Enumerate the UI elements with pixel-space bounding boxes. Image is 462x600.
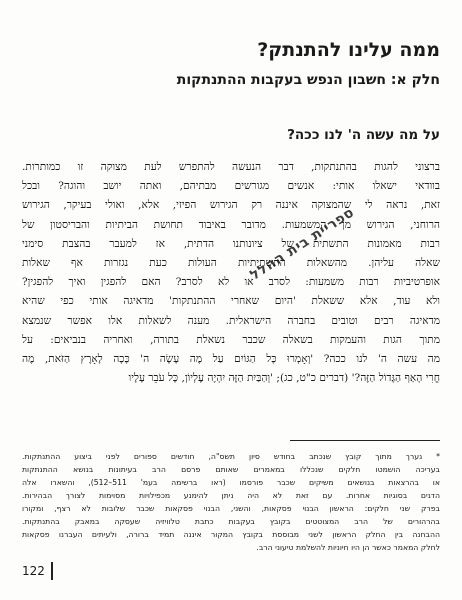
body-paragraph xyxy=(22,158,440,388)
footnote-line: הדנים בסוגיות אחרות. עם זאת לא היה ניתן להימנע מכפילויות מסוימות לצורך הבהירות. xyxy=(22,491,440,500)
footnote-divider xyxy=(290,440,440,441)
body-line: שאלה עליהן. מהשאלות התשתיתיות העולות כעת נגזרות אף שאלות xyxy=(22,257,440,270)
body-line: ולא עוד, אלא ששאלת 'היום שאחרי ההתנתקות' מדאיגה אותי כפי שהיא xyxy=(22,295,440,308)
body-line: זאת, נראה לי שהמצוקה איננה רק הגירוש הפיזי, אלא, ואולי בעיקר, הגירוש xyxy=(22,199,440,212)
page-number-box xyxy=(22,560,53,582)
chapter-subtitle: חלק א: חשבון הנפש בעקבות ההתנתקות xyxy=(176,72,440,88)
footnote-line: או בהרצאות בנושאים משיקים שכבר פורסמו (ראו ברשימה בעמ' 511–512), והשארו אלה xyxy=(22,478,440,487)
body-line: ברצוני להגות בהתנתקות, דבר הנעשה להתפרש לעת מצוקה זו כמותרות. xyxy=(22,161,440,173)
body-line: רבות מאמונות התשתית של ציונותנו הדתית, אז למעבר בהצבת סימני xyxy=(22,237,440,250)
footnote-line: ההבחנה בין החלק הראשון לשני מבוססת בקובץ המקור איננה תמיד ברורה, ולעיתים העברנו פסקאות xyxy=(22,530,440,539)
footnote-line: בעריכה הושמטו חלקים שנכללו במאמרים שאותם פרסם הרב בעיתונות בנושא ההתנתקות xyxy=(22,465,440,474)
body-line: בוודאי ישאלו אותי: אנשים מגורשים מבתיהם, ואתה יושב והוגה? ובכל xyxy=(22,180,440,193)
footnotes xyxy=(22,450,440,554)
chapter-title: ממה עלינו להתנתק? xyxy=(257,39,440,61)
body-line: הרוחני, הגירוש מן המשמעות. מדובר באיבוד תחושת הביתיות והבריסטון של xyxy=(22,218,440,231)
page-number: 122 xyxy=(22,564,45,578)
footnote-line: * נערך מתוך קובץ שנכתב בחודש סיון תשס"ה, חודשים ספורים לפני ביצוע ההתנתקות. xyxy=(22,452,440,461)
body-line: אופרטיביות רבות משמעות: לסרב או לא לסרב? האם להפגין ואיך להפגין? xyxy=(22,276,440,289)
footnote-line: בהרהורים של הרב המצוטטים בקובץ בעקבות כתבת טלוויזיה שעסקה במאבק בהתנתקות. xyxy=(22,517,440,526)
library-stamp: ספריית בית ההלל xyxy=(247,204,358,284)
body-line: מדאיגה רבים וטובים בחברה הישראלית. מענה לשאלות אלו אפשר שנמצא xyxy=(22,314,440,327)
footnote-line: לחלק המאמר כאשר הן היו חיוניות להשלמת טיעוני הרב. xyxy=(256,543,440,552)
section-heading: על מה עשה ה' לנו ככה? xyxy=(287,127,440,143)
body-line: חֳרִי הָאַף הַגָּדוֹל הַזֶּה?' (דברים כ"ט, כג); 'וְהַבַּיִת הַזֶּה יִהְיֶה עֶלְיוֹן, כָּל עֹבֵר עָלָיו xyxy=(128,372,440,385)
footnote-line: בפרק שני חלקים: הראשון הבנוי פסקאות, והשני, הבנוי פסקאות שכבר שלובות לא רצף, ומקורו xyxy=(22,504,440,513)
body-line: מה עשה ה' לנו ככה? 'וְאָמְרוּ כָּל הַגּוֹיִם עַל מֶה עָשָׂה ה' כָּכָה לָאָרֶץ הַזֹּאת, מֶה xyxy=(22,353,440,366)
page-content xyxy=(22,38,440,388)
body-line: מתוך הגות והעמקות בשאלה שכבר נשאלת בתורה, ואחריה בנביאים: על xyxy=(22,333,440,346)
page-number-rule xyxy=(51,562,53,580)
